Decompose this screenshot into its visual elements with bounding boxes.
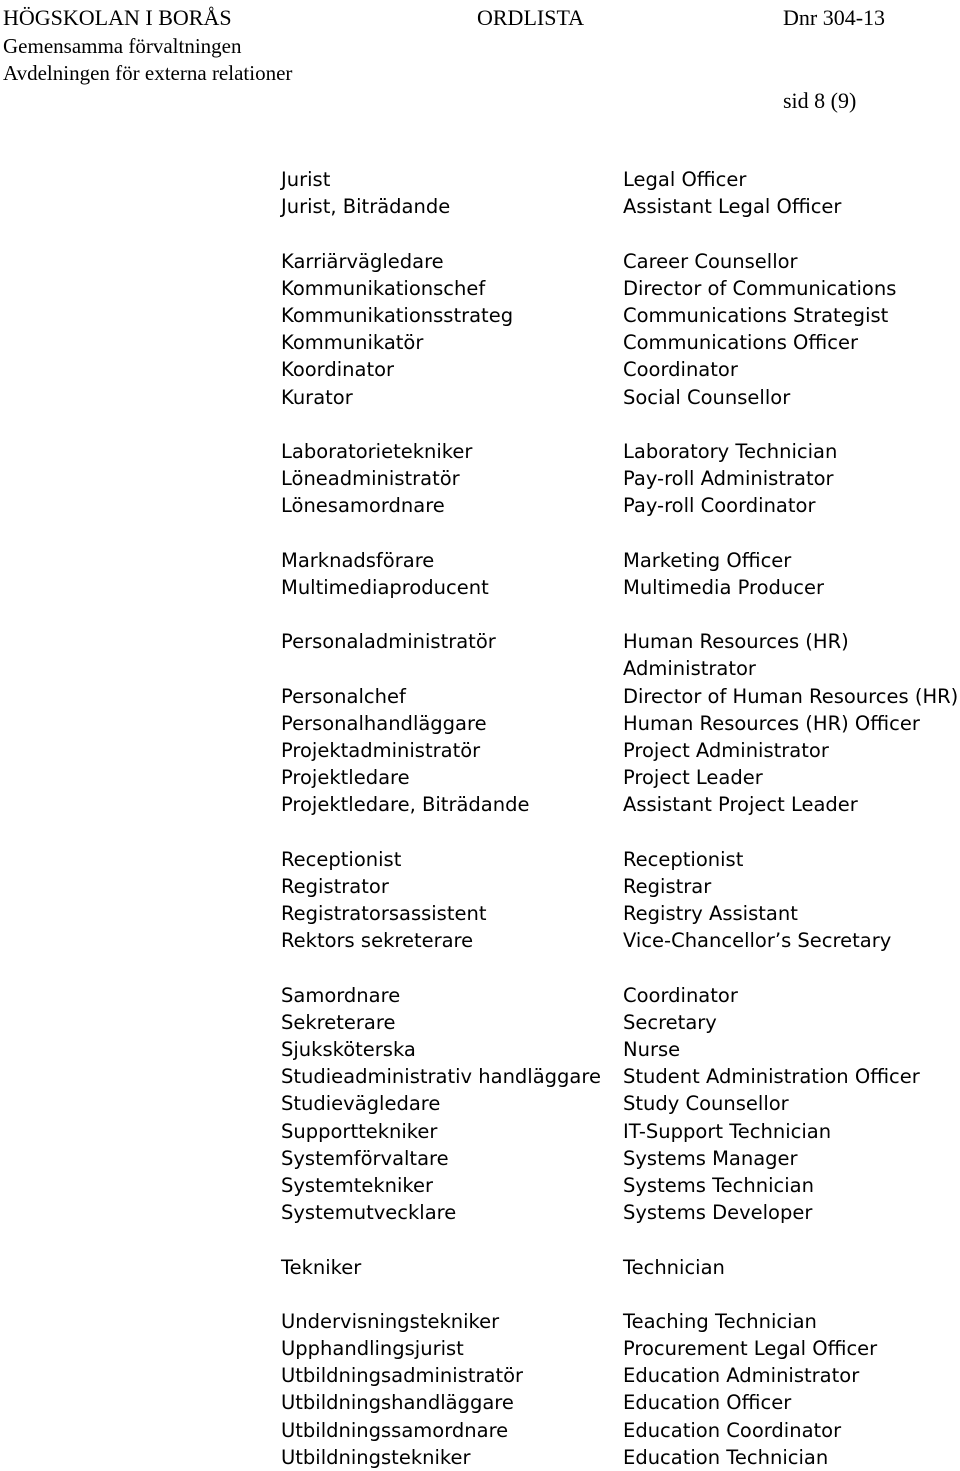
swedish-term: Jurist xyxy=(281,168,331,191)
group-spacer xyxy=(281,601,611,628)
english-term: Coordinator xyxy=(623,358,738,382)
group-spacer xyxy=(623,601,960,628)
english-term: Coordinator xyxy=(623,983,738,1007)
english-term: Marketing Officer xyxy=(623,548,792,572)
swedish-term: Sekreterare xyxy=(281,1010,396,1034)
english-term: Systems Developer xyxy=(623,1201,813,1225)
group-spacer xyxy=(623,220,960,247)
english-term: Pay-roll Coordinator xyxy=(623,494,816,518)
group-spacer xyxy=(623,1281,960,1308)
swedish-term: Systemtekniker xyxy=(281,1173,434,1197)
swedish-term: Studievägledare xyxy=(281,1092,441,1116)
english-term: Assistant Legal Officer xyxy=(623,195,842,219)
organization-name: HÖGSKOLAN I BORÅS xyxy=(3,5,232,30)
swedish-term: Personalhandläggare xyxy=(281,711,487,735)
english-term: IT-Support Technician xyxy=(623,1119,832,1143)
english-term: Legal Officer xyxy=(623,168,747,191)
group-spacer xyxy=(623,411,960,438)
group-spacer xyxy=(623,1226,960,1253)
swedish-term: Projektadministratör xyxy=(281,738,481,762)
swedish-term: Kommunikatör xyxy=(281,331,424,355)
english-terms-column xyxy=(623,166,960,1471)
english-term: Human Resources (HR) xyxy=(623,630,849,654)
page-number: sid 8 (9) xyxy=(783,88,857,113)
swedish-term: Rektors sekreterare xyxy=(281,929,474,953)
swedish-term: Laboratorietekniker xyxy=(281,439,473,463)
english-term: Nurse xyxy=(623,1038,681,1061)
english-term: Career Counsellor xyxy=(623,249,798,273)
swedish-term: Personaladministratör xyxy=(281,630,496,654)
group-spacer xyxy=(281,1226,611,1253)
english-term: Education Administrator xyxy=(623,1364,860,1388)
english-term: Procurement Legal Officer xyxy=(623,1337,878,1361)
swedish-term: Kommunikationsstrateg xyxy=(281,303,514,327)
english-term: Technician xyxy=(623,1255,725,1279)
swedish-term: Marknadsförare xyxy=(281,548,435,572)
group-spacer xyxy=(623,954,960,981)
swedish-term: Upphandlingsjurist xyxy=(281,1337,464,1361)
group-spacer xyxy=(281,954,611,981)
group-spacer xyxy=(281,411,611,438)
swedish-term: Tekniker xyxy=(281,1255,362,1279)
group-spacer xyxy=(623,819,960,846)
swedish-term: Registrator xyxy=(281,874,389,898)
swedish-term: Kommunikationschef xyxy=(281,276,486,300)
swedish-term: Utbildningshandläggare xyxy=(281,1391,514,1415)
english-term: Education Technician xyxy=(623,1445,829,1469)
english-term: Multimedia Producer xyxy=(623,575,825,599)
swedish-term: Lönesamordnare xyxy=(281,494,445,518)
english-term: Project Administrator xyxy=(623,738,829,762)
swedish-term: Jurist, Biträdande xyxy=(281,195,451,219)
english-term: Laboratory Technician xyxy=(623,439,838,463)
swedish-term: Personalchef xyxy=(281,684,406,708)
swedish-term: Koordinator xyxy=(281,358,395,382)
swedish-terms-column xyxy=(281,166,611,1471)
english-term: Registrar xyxy=(623,874,712,898)
department-line-2: Avdelningen för externa relationer xyxy=(3,61,293,85)
swedish-term: Studieadministrativ handläggare xyxy=(281,1065,601,1089)
group-spacer xyxy=(281,519,611,546)
swedish-term: Utbildningssamordnare xyxy=(281,1418,509,1442)
group-spacer xyxy=(281,1281,611,1308)
document-number: Dnr 304-13 xyxy=(783,5,886,30)
english-term: Project Leader xyxy=(623,766,763,790)
document-title: ORDLISTA xyxy=(477,5,585,30)
swedish-term: Supporttekniker xyxy=(281,1119,438,1143)
english-term: Registry Assistant xyxy=(623,902,798,926)
english-term: Systems Technician xyxy=(623,1173,814,1197)
swedish-term: Löneadministratör xyxy=(281,467,460,491)
english-term: Systems Manager xyxy=(623,1146,798,1170)
english-term: Receptionist xyxy=(623,847,744,871)
group-spacer xyxy=(281,819,611,846)
english-term: Study Counsellor xyxy=(623,1092,789,1116)
swedish-term: Utbildningsadministratör xyxy=(281,1364,524,1388)
swedish-term: Samordnare xyxy=(281,983,401,1007)
swedish-term: Projektledare xyxy=(281,766,410,790)
english-term: Director of Human Resources (HR) xyxy=(623,684,959,708)
english-term: Education Officer xyxy=(623,1391,792,1415)
group-spacer xyxy=(281,220,611,247)
english-term: Administrator xyxy=(623,657,756,681)
swedish-term: Utbildningstekniker xyxy=(281,1445,471,1469)
english-term: Education Coordinator xyxy=(623,1418,842,1442)
swedish-term: Karriärvägledare xyxy=(281,249,444,273)
english-term: Pay-roll Administrator xyxy=(623,467,834,491)
english-term: Vice-Chancellor’s Secretary xyxy=(623,929,892,953)
swedish-term: Systemutvecklare xyxy=(281,1201,457,1225)
swedish-term xyxy=(281,655,611,682)
swedish-term: Kurator xyxy=(281,385,353,409)
english-term: Social Counsellor xyxy=(623,385,791,409)
english-term: Secretary xyxy=(623,1010,717,1034)
swedish-term: Undervisningstekniker xyxy=(281,1309,500,1333)
english-term: Teaching Technician xyxy=(623,1309,817,1333)
swedish-term: Receptionist xyxy=(281,847,402,871)
english-term: Director of Communications xyxy=(623,276,897,300)
swedish-term: Sjuksköterska xyxy=(281,1038,416,1061)
swedish-term: Registratorsassistent xyxy=(281,902,487,926)
group-spacer xyxy=(623,519,960,546)
department-line-1: Gemensamma förvaltningen xyxy=(3,34,242,58)
swedish-term: Multimediaproducent xyxy=(281,575,489,599)
swedish-term: Projektledare, Biträdande xyxy=(281,793,530,817)
swedish-term: Systemförvaltare xyxy=(281,1146,449,1170)
english-term: Communications Officer xyxy=(623,331,858,355)
english-term: Communications Strategist xyxy=(623,303,889,327)
english-term: Assistant Project Leader xyxy=(623,793,858,817)
english-term: Student Administration Officer xyxy=(623,1065,920,1089)
english-term: Human Resources (HR) Officer xyxy=(623,711,920,735)
